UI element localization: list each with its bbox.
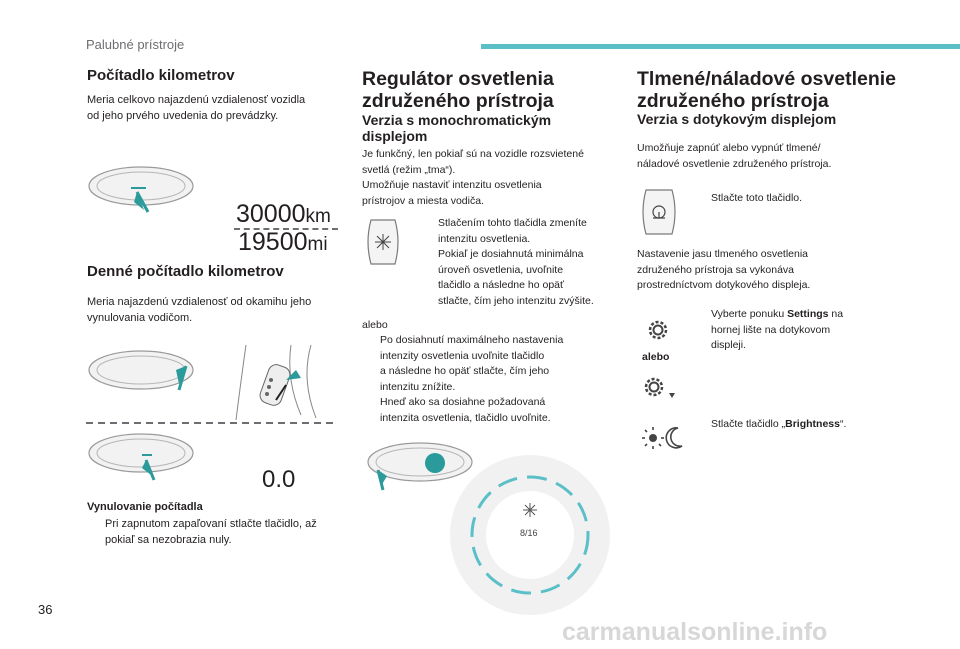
trip-text: Meria najazdenú vzdialenosť od okamihu jeho vynulovania vodičom. <box>87 296 312 324</box>
dimmer-text: Je funkčný, len pokiaľ sú na vozidle rozsvietené svetlá (režim „tma“). Umožňuje nastaviť intenzitu osvetlenia prístrojov a miesta vodiča. <box>362 148 584 207</box>
header-accent-bar <box>481 44 960 49</box>
dimmed-lighting-bullet-2: Vyberte ponuku Settings na hornej lište na dotykovom displeji. <box>711 308 844 351</box>
dimmer-title: Regulátor osvetlenia združeného prístroja <box>362 68 554 112</box>
odometer-title: Počítadlo kilometrov <box>87 67 235 84</box>
odometer-button-illustration <box>86 162 196 220</box>
dimmer-bullet-3: Po dosiahnutí maximálneho nastavenia intenzity osvetlenia uvoľnite tlačidlo a následne ho opäť stlačte, čím jeho intenzitu znížite. <box>380 334 564 393</box>
odometer-text: Meria celkovo najazdenú vzdialenosť vozidla od jeho prvého uvedenia do prevádzky. <box>87 94 306 122</box>
watermark: carmanualsonline.info <box>562 618 828 646</box>
trip-readout: 0.0 <box>262 466 296 493</box>
dimmed-lighting-subtitle: Verzia s dotykovým displejom <box>637 111 837 127</box>
brightness-icon <box>642 424 686 452</box>
trip-title: Denné počítadlo kilometrov <box>87 263 284 280</box>
dimmed-lighting-button-icon <box>640 188 680 236</box>
dimmer-illustration <box>365 440 615 600</box>
odometer-km-readout: 30000km <box>236 200 331 228</box>
dimmed-lighting-bullet-3: Stlačte tlačidlo „Brightness“. <box>711 418 847 430</box>
settings-gear-icon <box>645 317 671 343</box>
settings-menu-gear-icon <box>641 374 681 402</box>
odometer-mi-readout: 19500mi <box>238 228 328 256</box>
section-header: Palubné prístroje <box>86 37 185 52</box>
alebo-label-col3: alebo <box>642 351 670 363</box>
dimmed-lighting-bullet-1: Stlačte toto tlačidlo. <box>711 192 803 204</box>
dimmer-bullet-2: Pokiaľ je dosiahnutá minimálna úroveň osvetlenia, uvoľnite tlačidlo a následne ho opäť stlačte, čím jeho intenzitu zvýšite. <box>438 248 594 307</box>
dimmed-lighting-text1: Umožňuje zapnúť alebo vypnúť tlmené/ náladové osvetlenie združeného prístroja. <box>637 142 832 170</box>
reset-title: Vynulovanie počítadla <box>87 501 203 513</box>
trip-reset-illustration <box>86 340 342 495</box>
reset-bullet: Pri zapnutom zapaľovaní stlačte tlačidlo, až pokiaľ sa nezobrazia nuly. <box>105 518 317 546</box>
dimmer-bullet-4: Hneď ako sa dosiahne požadovaná intenzita osvetlenia, tlačidlo uvoľnite. <box>380 396 551 424</box>
dimmer-level-readout: 8/16 <box>520 528 538 538</box>
dimmed-lighting-title: Tlmené/náladové osvetlenie združeného prístroja <box>637 68 897 112</box>
dimmer-button-icon <box>365 218 403 266</box>
dimmer-subtitle: Verzia s monochromatickým displejom <box>362 112 552 144</box>
dimmed-lighting-text2: Nastavenie jasu tlmeného osvetlenia združeného prístroja sa vykonáva prostredníctvom dotykového displeja. <box>637 248 811 291</box>
alebo-label: alebo <box>362 319 388 331</box>
page-number: 36 <box>38 602 53 617</box>
dimmer-bullet-1: Stlačením tohto tlačidla zmeníte intenzitu osvetlenia. <box>438 217 587 245</box>
